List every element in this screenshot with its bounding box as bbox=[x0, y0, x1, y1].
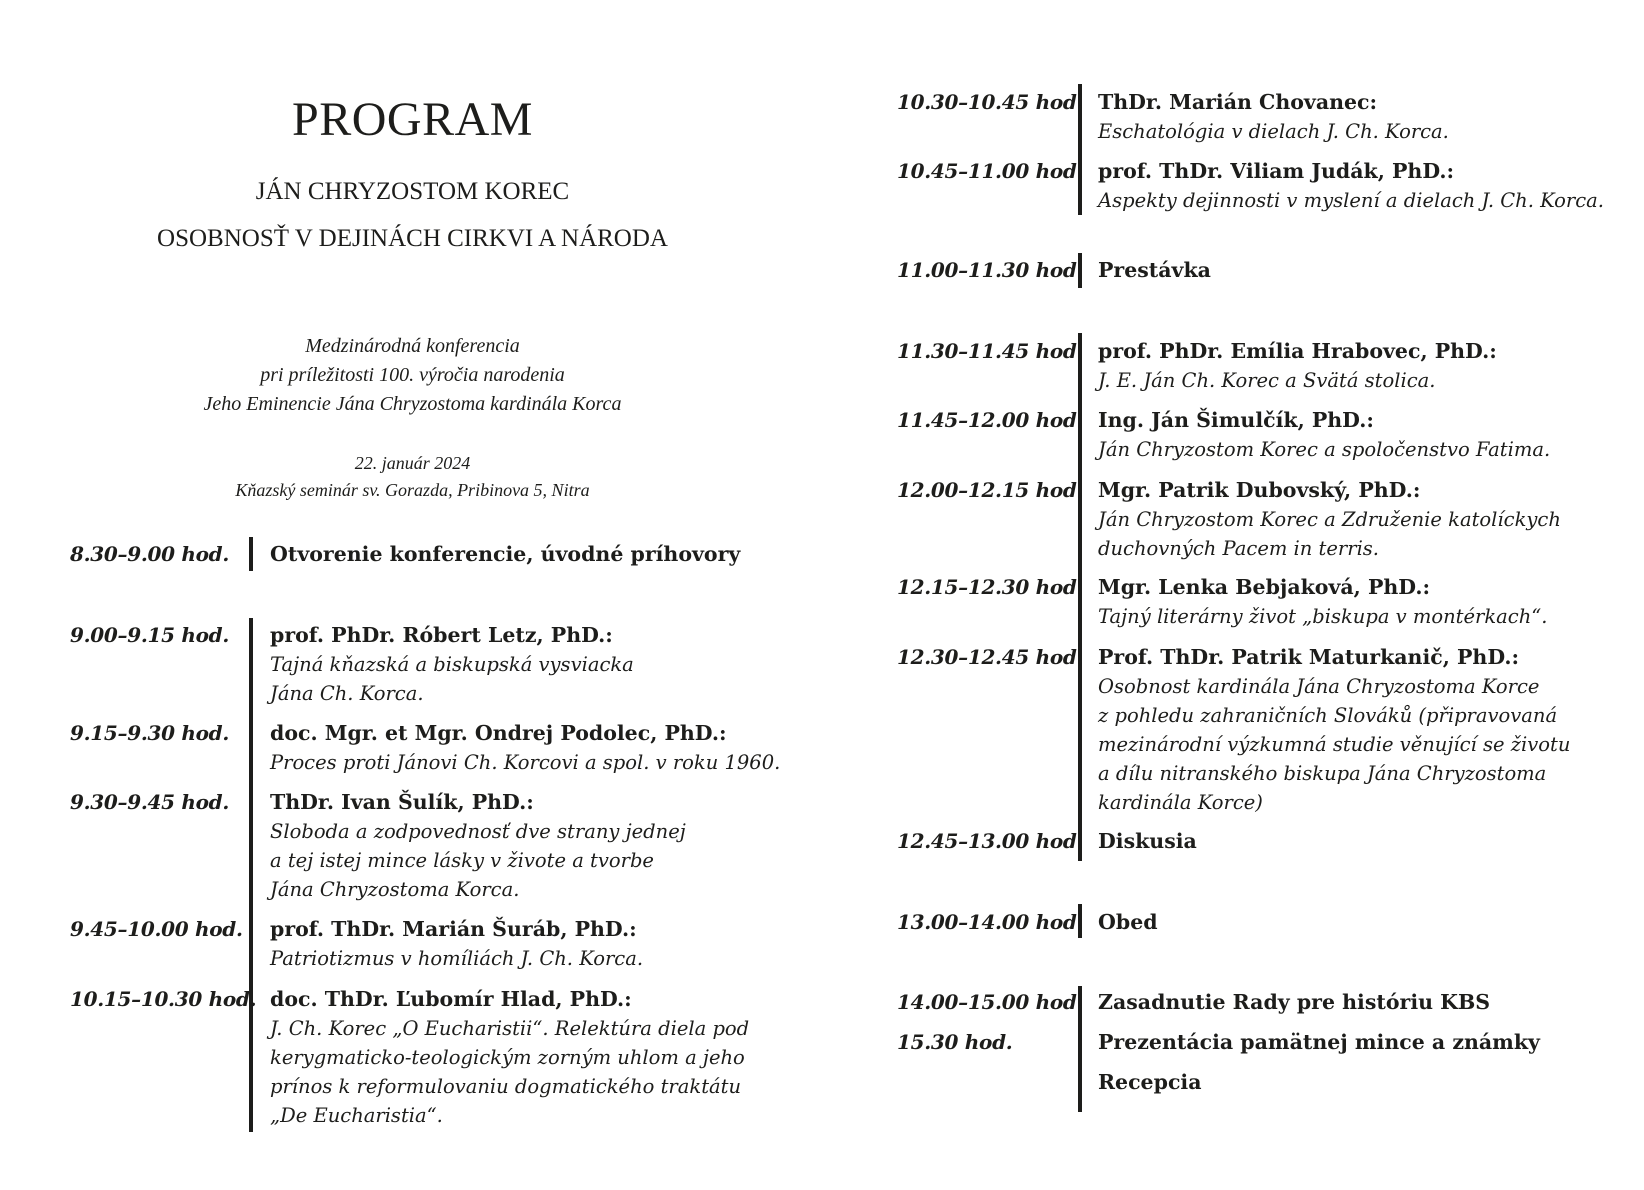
conference-intro bbox=[0, 332, 825, 419]
session-title-line: a dílu nitranského biskupa Jána Chryzostoma bbox=[1098, 762, 1547, 785]
timeline-bar bbox=[249, 537, 253, 571]
session-time: 9.00–9.15 hod. bbox=[70, 623, 230, 647]
session-time: 10.15–10.30 hod. bbox=[70, 987, 257, 1011]
session-title-line: kerygmaticko-teologickým zorným uhlom a jeho bbox=[270, 1046, 745, 1069]
session-title-line: Osobnost kardinála Jána Chryzostoma Korce bbox=[1098, 675, 1540, 698]
session-speaker: Ing. Ján Šimulčík, PhD.: bbox=[1098, 408, 1374, 432]
session-time: 10.45–11.00 hod. bbox=[897, 159, 1084, 183]
conference-subtitle-1: JÁN CHRYZOSTOM KOREC bbox=[255, 178, 570, 205]
session-time: 10.30–10.45 hod. bbox=[897, 90, 1084, 114]
session-entry bbox=[1098, 573, 1547, 631]
intro-line: Jeho Eminencie Jána Chryzostoma kardinála Korca bbox=[203, 393, 622, 415]
session-title-line: Patriotizmus v homíliách J. Ch. Korca. bbox=[270, 947, 644, 970]
session-time: 11.00–11.30 hod. bbox=[897, 258, 1084, 282]
session-speaker: prof. ThDr. Viliam Judák, PhD.: bbox=[1098, 159, 1455, 183]
session-entry bbox=[1098, 643, 1570, 817]
session-speaker: Prof. ThDr. Patrik Maturkanič, PhD.: bbox=[1098, 645, 1520, 669]
session-speaker: doc. Mgr. et Mgr. Ondrej Podolec, PhD.: bbox=[270, 721, 727, 745]
session-speaker: prof. PhDr. Róbert Letz, PhD.: bbox=[270, 623, 613, 647]
session-title-line: Ján Chryzostom Korec a spoločenstvo Fatima. bbox=[1098, 438, 1551, 461]
session-entry bbox=[1098, 88, 1449, 146]
session-entry bbox=[270, 621, 634, 708]
session-speaker: Otvorenie konferencie, úvodné príhovory bbox=[270, 542, 741, 566]
session-speaker: Obed bbox=[1098, 910, 1158, 934]
session-speaker: prof. ThDr. Marián Šuráb, PhD.: bbox=[270, 917, 637, 941]
session-time: 13.00–14.00 hod. bbox=[897, 910, 1084, 934]
session-time: 15.30 hod. bbox=[897, 1030, 1013, 1054]
session-title-line: Ján Chryzostom Korec a Združenie katolíckych bbox=[1098, 508, 1561, 531]
session-entry bbox=[270, 985, 749, 1130]
intro-line: pri príležitosti 100. výročia narodenia bbox=[260, 364, 565, 386]
session-title-line: z pohledu zahraničních Slováků (připravovaná bbox=[1098, 704, 1558, 727]
session-title-line: Eschatológia v dielach J. Ch. Korca. bbox=[1098, 120, 1449, 143]
session-entry bbox=[1098, 908, 1158, 937]
session-entry bbox=[270, 788, 686, 904]
session-title-line: kardinála Korce) bbox=[1098, 791, 1263, 814]
timeline-bar bbox=[249, 618, 253, 1132]
session-title-line: Tajná kňazská a biskupská vysviacka bbox=[270, 653, 634, 676]
session-title-line: J. Ch. Korec „O Eucharistii“. Relektúra diela pod bbox=[270, 1017, 750, 1040]
session-title-line: „De Eucharistia“. bbox=[270, 1104, 443, 1127]
session-time: 9.15–9.30 hod. bbox=[70, 721, 230, 745]
session-time: 12.00–12.15 hod. bbox=[897, 478, 1084, 502]
session-title-line: prínos k reformulovaniu dogmatického traktátu bbox=[270, 1075, 742, 1098]
session-speaker: Zasadnutie Rady pre históriu KBS bbox=[1098, 990, 1491, 1014]
session-title-line: Tajný literárny život „biskupa v montérkach“. bbox=[1098, 605, 1548, 628]
session-time: 9.45–10.00 hod. bbox=[70, 917, 243, 941]
session-entry bbox=[1098, 157, 1604, 215]
session-entry bbox=[1098, 406, 1550, 464]
session-title-line: duchovných Pacem in terris. bbox=[1098, 537, 1380, 560]
session-entry bbox=[270, 719, 780, 777]
date-venue bbox=[0, 450, 825, 504]
conference-date: 22. január 2024 bbox=[354, 453, 471, 473]
session-time: 11.45–12.00 hod. bbox=[897, 408, 1084, 432]
page-title: PROGRAM bbox=[292, 93, 533, 146]
session-time: 8.30–9.00 hod. bbox=[70, 542, 230, 566]
session-speaker: Diskusia bbox=[1098, 829, 1197, 853]
session-entry bbox=[1098, 476, 1561, 563]
session-entry bbox=[1098, 988, 1490, 1017]
session-title-line: Jána Ch. Korca. bbox=[270, 682, 424, 705]
session-time: 9.30–9.45 hod. bbox=[70, 790, 230, 814]
session-time: 12.15–12.30 hod. bbox=[897, 575, 1084, 599]
session-entry bbox=[1098, 1028, 1540, 1057]
session-speaker: Mgr. Lenka Bebjaková, PhD.: bbox=[1098, 575, 1431, 599]
session-entry bbox=[270, 540, 740, 569]
session-speaker: doc. ThDr. Ľubomír Hlad, PhD.: bbox=[270, 987, 632, 1011]
session-speaker: Prezentácia pamätnej mince a známky bbox=[1098, 1030, 1540, 1054]
session-speaker: Recepcia bbox=[1098, 1070, 1202, 1094]
session-time: 12.45–13.00 hod. bbox=[897, 829, 1084, 853]
session-title-line: J. E. Ján Ch. Korec a Svätá stolica. bbox=[1098, 369, 1436, 392]
session-title-line: a tej istej mince lásky v živote a tvorbe bbox=[270, 849, 654, 872]
conference-venue: Kňazský seminár sv. Gorazda, Pribinova 5, Nitra bbox=[235, 480, 590, 500]
conference-subtitle-2: OSOBNOSŤ V DEJINÁCH CIRKVI A NÁRODA bbox=[157, 225, 668, 252]
session-time: 14.00–15.00 hod. bbox=[897, 990, 1084, 1014]
session-entry bbox=[1098, 827, 1197, 856]
session-time: 11.30–11.45 hod. bbox=[897, 339, 1084, 363]
session-time: 12.30–12.45 hod. bbox=[897, 645, 1084, 669]
session-speaker: ThDr. Ivan Šulík, PhD.: bbox=[270, 790, 534, 814]
session-title-line: mezinárodní výzkumná studie věnující se životu bbox=[1098, 733, 1571, 756]
session-speaker: ThDr. Marián Chovanec: bbox=[1098, 90, 1378, 114]
session-speaker: Mgr. Patrik Dubovský, PhD.: bbox=[1098, 478, 1421, 502]
session-title-line: Proces proti Jánovi Ch. Korcovi a spol. v roku 1960. bbox=[270, 751, 781, 774]
intro-line: Medzinárodná konferencia bbox=[305, 335, 520, 357]
session-entry bbox=[270, 915, 643, 973]
session-speaker: Prestávka bbox=[1098, 258, 1211, 282]
session-entry bbox=[1098, 337, 1497, 395]
session-title-line: Sloboda a zodpovednosť dve strany jednej bbox=[270, 820, 686, 843]
session-speaker: prof. PhDr. Emília Hrabovec, PhD.: bbox=[1098, 339, 1497, 363]
session-title-line: Jána Chryzostoma Korca. bbox=[270, 878, 520, 901]
session-title-line: Aspekty dejinnosti v myslení a dielach J. Ch. Korca. bbox=[1098, 189, 1604, 212]
session-entry bbox=[1098, 1068, 1202, 1097]
session-entry bbox=[1098, 256, 1211, 285]
